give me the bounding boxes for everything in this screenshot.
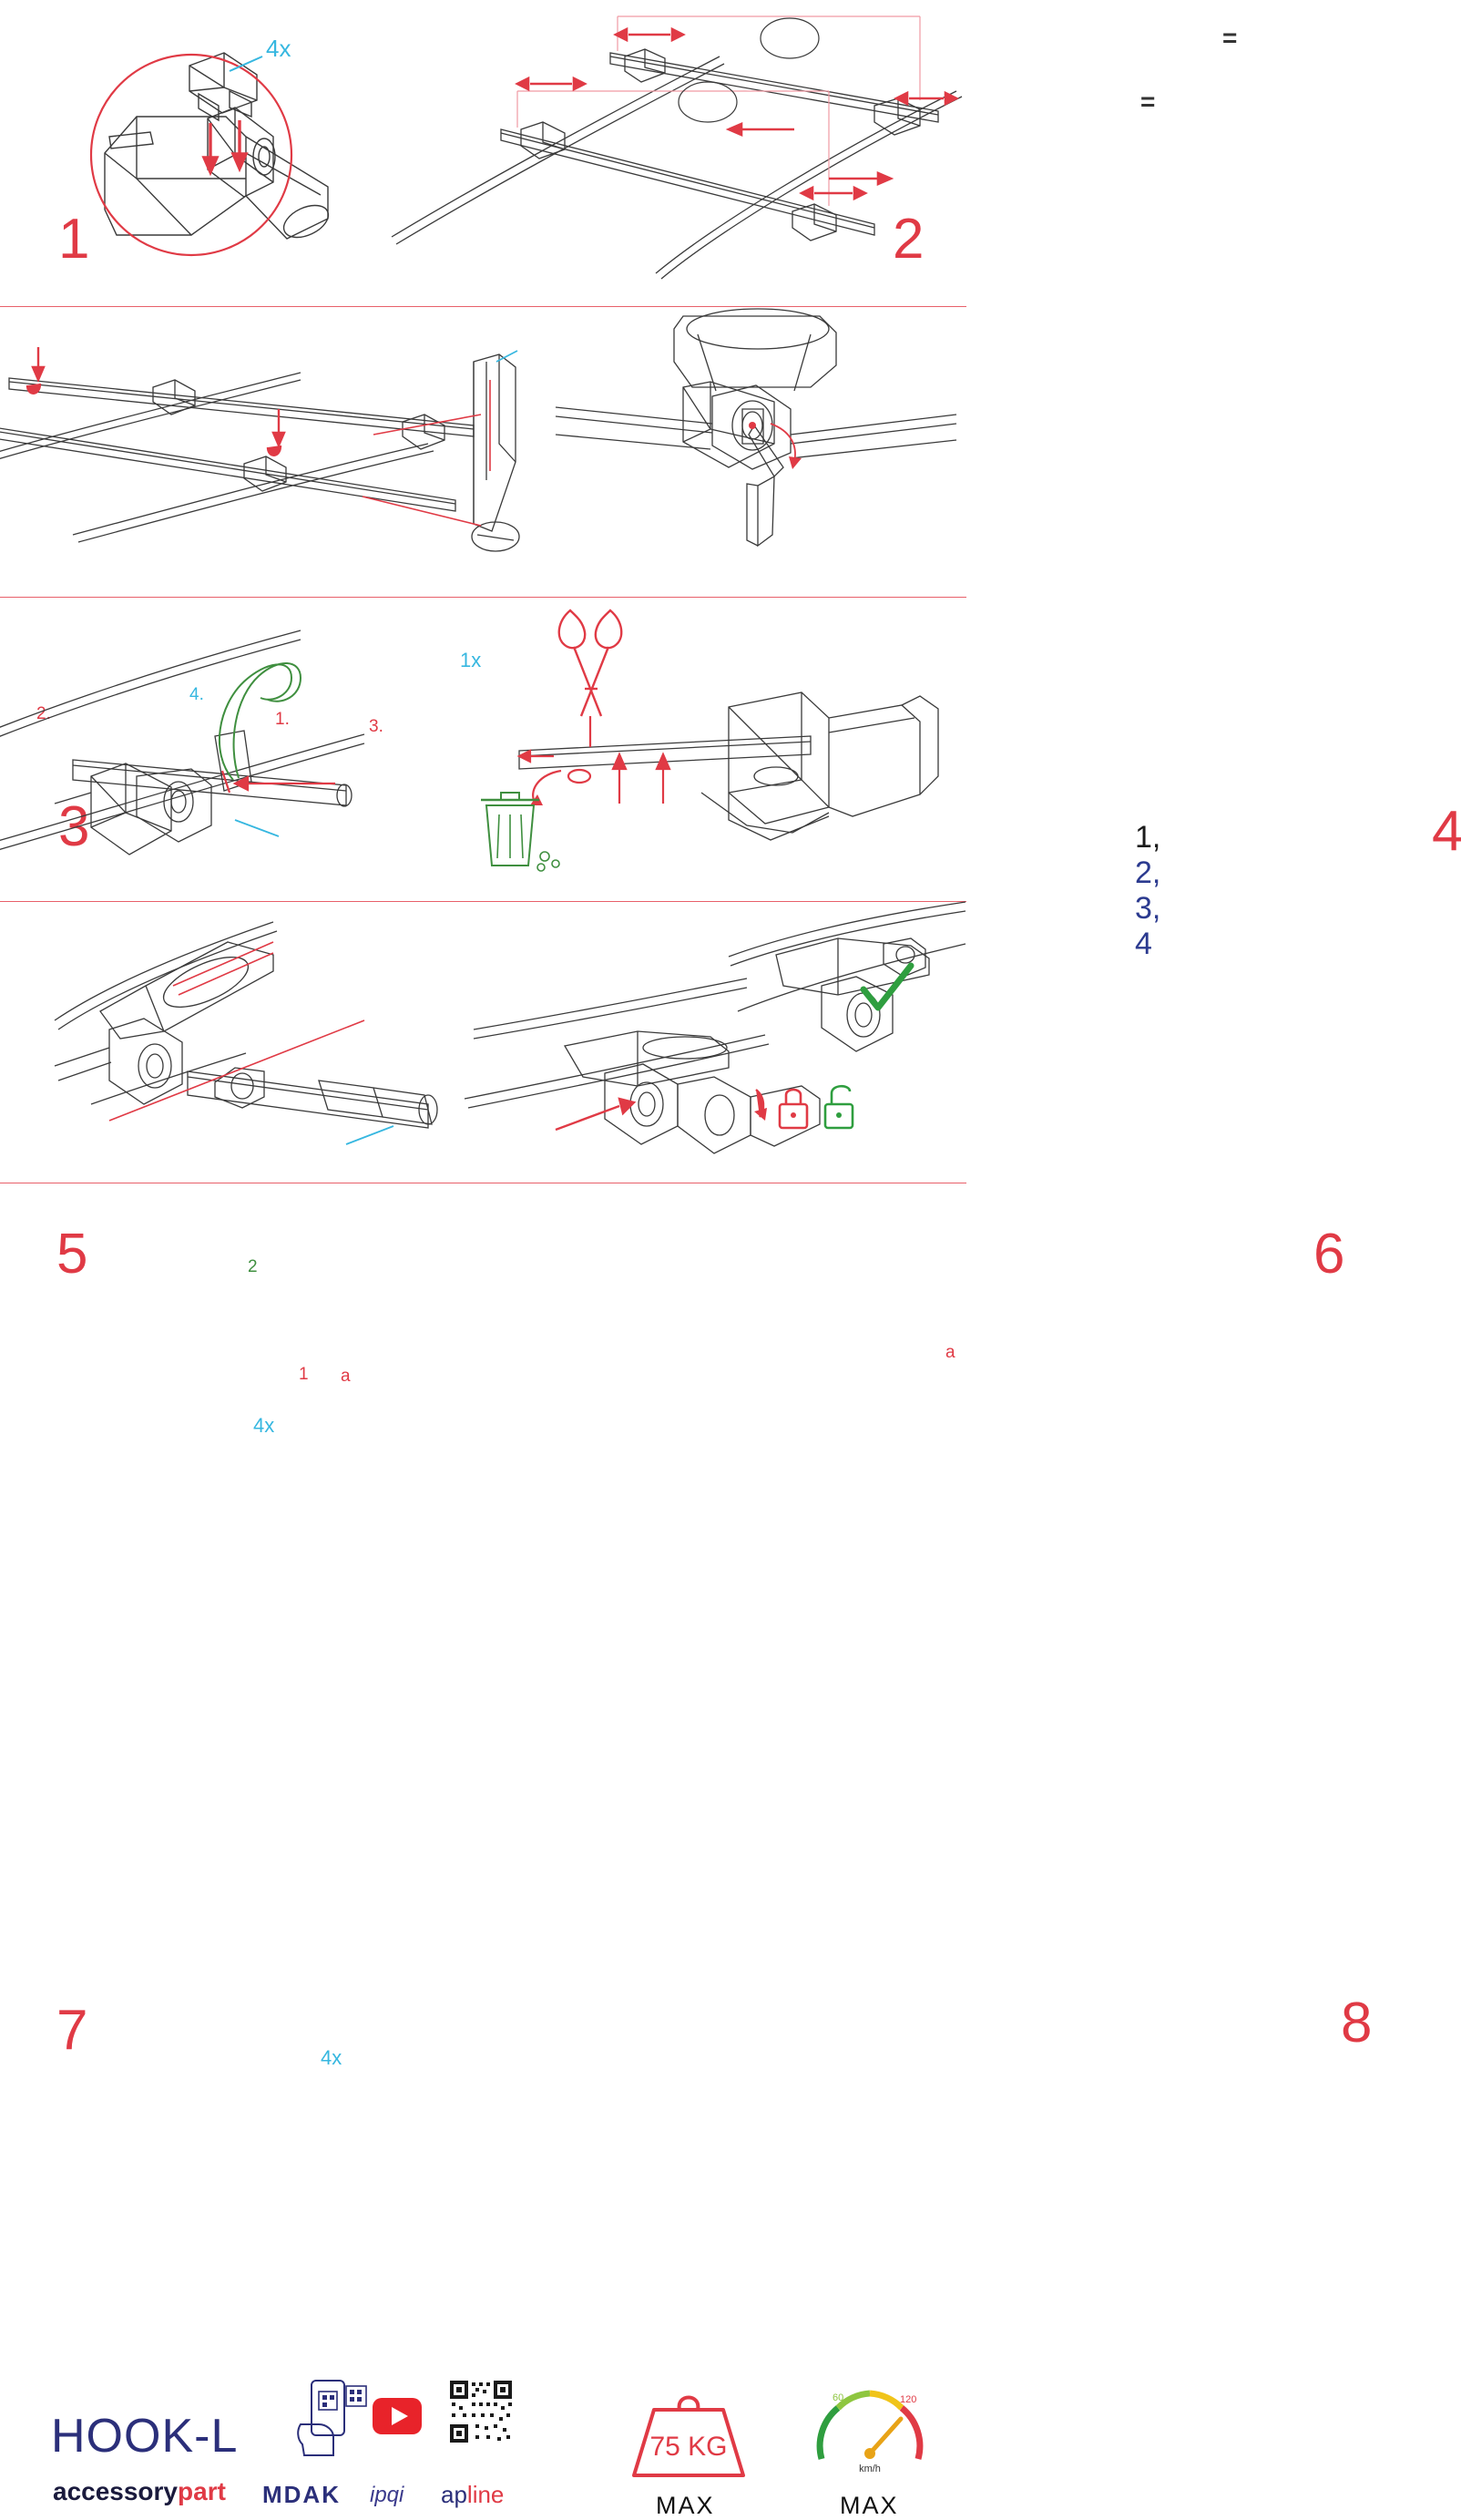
- step-2-illustration: [446, 0, 966, 306]
- tick-120: 120: [900, 2394, 917, 2405]
- sequence-item-3: 3,: [1135, 891, 1161, 926]
- lock-open-icon: [825, 1086, 853, 1128]
- arrow-label-2: 2: [248, 1257, 258, 1276]
- lock-closed-icon: [780, 1090, 807, 1128]
- step-5-panel: [0, 598, 428, 1437]
- order-marker-3: 3.: [369, 717, 383, 736]
- tick-60: 60: [833, 2392, 844, 2403]
- point-label-a: a: [945, 1343, 955, 1362]
- brand-mdak: MDAK: [262, 2481, 341, 2508]
- center-dot: [749, 422, 756, 429]
- step-4-panel: [547, 307, 1461, 961]
- brand-ap: ap: [441, 2481, 467, 2508]
- quantity-4x-label: 4x: [266, 35, 291, 62]
- step-7-illustration: [0, 902, 455, 1183]
- qr-code-icon[interactable]: [448, 2379, 514, 2444]
- cut-point-marks: [519, 716, 669, 805]
- sequence-item-2: 2,: [1135, 855, 1161, 890]
- check-mark-icon: [863, 966, 911, 1008]
- equal-sign-upper: =: [1222, 24, 1238, 52]
- equal-sign-lower: =: [1140, 87, 1156, 116]
- step-4-number: 4: [1432, 800, 1461, 863]
- step-7-panel: [0, 902, 455, 2069]
- brand-apline: [441, 2481, 504, 2509]
- step-6-illustration: [428, 598, 966, 901]
- quantity-leader: [346, 1126, 393, 1144]
- speed-unit: km/h: [859, 2464, 881, 2474]
- step-1-panel: [0, 0, 455, 306]
- step-3-panel: [0, 307, 547, 858]
- speed-max-label: MAX: [840, 2492, 899, 2519]
- quantity-4x-label: 4x: [253, 1414, 275, 1437]
- press-down-arrows: [204, 120, 246, 172]
- tighten-sequence: [1135, 820, 1160, 962]
- step-6-number: 6: [1313, 1223, 1344, 1286]
- point-label-a: a: [341, 1367, 351, 1386]
- step-4-illustration: [547, 307, 966, 597]
- turn-arrow: [771, 424, 802, 469]
- weight-icon: [623, 2384, 754, 2483]
- step-1-number: 1: [58, 208, 88, 271]
- brand-line: line: [466, 2481, 505, 2508]
- order-marker-4: 4.: [189, 685, 204, 704]
- insert-guides: [109, 942, 364, 1121]
- youtube-icon[interactable]: [372, 2397, 423, 2435]
- equal-sign-bubbles: [679, 18, 819, 122]
- quantity-leader: [235, 820, 279, 836]
- quantity-1x-label: 1x: [460, 649, 482, 671]
- highlight-circle: [91, 55, 291, 255]
- weight-value: 75 KG: [649, 2432, 728, 2462]
- step-7-number: 7: [56, 1999, 87, 2062]
- step-2-panel: [446, 0, 1238, 306]
- order-marker-1: 1.: [275, 710, 290, 729]
- cut-direction-arrow: [222, 771, 335, 793]
- trash-bin-icon: [481, 793, 559, 871]
- step-6-panel: [428, 598, 1344, 1362]
- step-2-number: 2: [893, 208, 923, 271]
- brand-ipqi: ipqi: [370, 2483, 404, 2507]
- scissors-icon: [559, 610, 622, 716]
- arrow-label-1: 1: [299, 1365, 309, 1384]
- speedometer-icon: [809, 2381, 931, 2483]
- brand-part: part: [178, 2477, 226, 2505]
- quantity-4x-label: 4x: [321, 2046, 342, 2069]
- sequence-item-1: 1,: [1135, 820, 1161, 855]
- step-8-illustration: [455, 902, 966, 1183]
- step-8-panel: [455, 902, 1371, 2054]
- step-5-number: 5: [56, 1223, 87, 1286]
- brand-accessory: accessory: [53, 2477, 179, 2505]
- order-marker-2: 2.: [36, 704, 51, 723]
- weight-max-label: MAX: [656, 2492, 715, 2519]
- sequence-item-4: 4: [1135, 927, 1152, 961]
- step-3-number: 3: [58, 795, 88, 858]
- step-8-number: 8: [1341, 1992, 1371, 2054]
- measure-loop: [220, 663, 301, 780]
- qr-scan-phone-icon[interactable]: [291, 2379, 373, 2457]
- step-3-illustration: [0, 307, 547, 597]
- product-title: HOOK-L: [51, 2410, 239, 2463]
- step-5-illustration: [0, 598, 428, 901]
- brand-accessorypart: [53, 2477, 226, 2506]
